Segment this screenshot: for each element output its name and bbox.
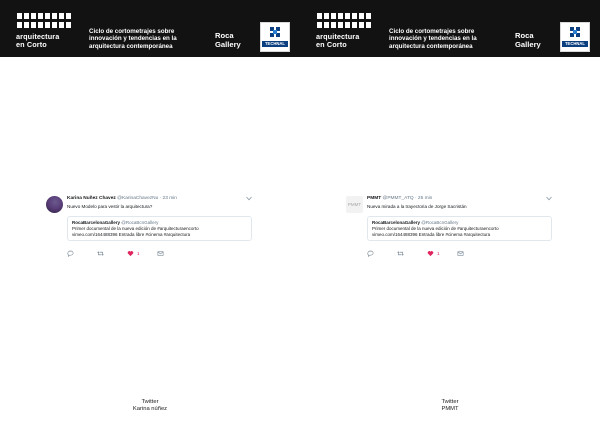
logo-block: [17, 13, 22, 19]
caption-right: [300, 399, 600, 413]
chevron-down-icon[interactable]: [246, 196, 252, 201]
logo-block: [317, 13, 322, 19]
author-handle[interactable]: @PMMT_ATQ: [382, 196, 414, 201]
logo-block: [59, 13, 64, 19]
gallery-name: [215, 32, 255, 50]
technal-logo: [560, 22, 590, 52]
quoted-author-name: RocaBarcelonaGallery: [72, 220, 121, 225]
cycle-description: [389, 28, 501, 50]
quoted-text-line-1: Primer documental de la nueva edición de #arquitecturaencorto: [372, 226, 499, 231]
retweet-icon[interactable]: [397, 250, 404, 257]
logo-block: [324, 13, 329, 19]
logo-block: [24, 13, 29, 19]
panel-right: [300, 0, 600, 424]
logo-line-2: en Corto: [316, 40, 347, 49]
tweet-header: [67, 196, 257, 202]
retweet-icon[interactable]: [97, 250, 104, 257]
logo-block: [331, 22, 336, 28]
author-name[interactable]: Karina Nuñez Chavez: [67, 196, 116, 201]
logo-block: [45, 22, 50, 28]
logo-block: [366, 22, 371, 28]
logo-block: [24, 22, 29, 28]
reply-icon[interactable]: [67, 250, 74, 257]
logo-block: [345, 13, 350, 19]
cycle-line-2: innovación y tendencias en la: [389, 35, 477, 43]
gallery-line-2: Gallery: [215, 39, 241, 49]
logo-block: [59, 22, 64, 28]
technal-logo-icon: [270, 27, 280, 37]
gallery-line-1: Roca: [515, 31, 534, 40]
logo-block: [38, 13, 43, 19]
logo-line-1: arquitectura: [16, 32, 60, 41]
tweet-card[interactable]: [344, 192, 556, 264]
quoted-text-line-1: Primer documental de la nueva edición de #arquitecturaencorto: [72, 226, 199, 231]
logo-block: [352, 13, 357, 19]
arquitectura-logo-icon: [317, 13, 370, 31]
header-banner: [0, 0, 300, 57]
logo-block: [359, 22, 364, 28]
logo-line-1: arquitectura: [316, 32, 360, 41]
logo-block: [366, 13, 371, 19]
logo-block: [324, 22, 329, 28]
logo-block: [17, 22, 22, 28]
logo-block: [31, 13, 36, 19]
cycle-line-1: Ciclo de cortometrajes sobre: [389, 28, 475, 35]
cycle-line-2: innovación y tendencias en la: [89, 35, 177, 43]
gallery-line-2: Gallery: [515, 39, 541, 49]
logo-title: [16, 33, 86, 49]
logo-block: [359, 13, 364, 19]
tweet-header: [367, 196, 557, 202]
tweet-card[interactable]: [44, 192, 256, 264]
cycle-line-1: Ciclo de cortometrajes sobre: [89, 28, 175, 35]
quoted-text-line-2: vimeo.com/164488396 Entrada libre #cinema #arquitectura: [72, 232, 191, 237]
logo-block: [31, 22, 36, 28]
cycle-line-3: arquitectura contemporánea: [389, 42, 473, 50]
avatar[interactable]: [46, 196, 63, 213]
logo-block: [66, 22, 71, 28]
like-count: 1: [137, 251, 140, 256]
reply-icon[interactable]: [367, 250, 374, 257]
cycle-description: [89, 28, 201, 50]
logo-block: [52, 22, 57, 28]
tweet-time[interactable]: · 23 min: [159, 196, 177, 201]
tweet-time[interactable]: · 25 min: [414, 196, 433, 201]
caption-left: [0, 399, 300, 413]
author-handle[interactable]: @KarinaChavezNu: [117, 196, 159, 201]
message-icon[interactable]: [457, 250, 464, 257]
tweet-actions: [67, 250, 187, 258]
logo-line-2: en Corto: [16, 40, 47, 49]
tweet-actions: [367, 250, 487, 258]
quoted-tweet[interactable]: [67, 216, 252, 241]
quoted-author-name: RocaBarcelonaGallery: [372, 220, 421, 225]
quoted-text-line-2: vimeo.com/164488396 Entrada libre #cinema #arquitectura: [372, 232, 491, 237]
logo-block: [338, 22, 343, 28]
logo-block: [317, 22, 322, 28]
technal-logo-icon: [570, 27, 580, 37]
arquitectura-logo-icon: [17, 13, 70, 31]
header-banner: [300, 0, 600, 57]
logo-title: [316, 33, 386, 49]
caption-line-2: PMMT: [441, 406, 459, 412]
caption-line-1: Twitter: [141, 399, 159, 405]
avatar[interactable]: PMMT: [346, 196, 363, 213]
logo-block: [338, 13, 343, 19]
cycle-line-3: arquitectura contemporánea: [89, 42, 173, 50]
caption-line-2: Karina núñez: [132, 406, 168, 412]
technal-label: TECHNAL: [562, 41, 588, 47]
logo-block: [66, 13, 71, 19]
quoted-tweet[interactable]: [367, 216, 552, 241]
tweet-text: Nuevo Modelo para vestir la arquitectura?: [67, 204, 153, 209]
logo-block: [345, 22, 350, 28]
chevron-down-icon[interactable]: [546, 196, 552, 201]
heart-icon[interactable]: [427, 250, 434, 257]
quoted-author-handle: @RocaBcnGallery: [121, 220, 159, 225]
quoted-author-handle: @RocaBcnGallery: [421, 220, 459, 225]
gallery-line-1: Roca: [215, 31, 234, 40]
logo-block: [45, 13, 50, 19]
logo-block: [52, 13, 57, 19]
gallery-name: [515, 32, 555, 50]
logo-block: [352, 22, 357, 28]
technal-label: TECHNAL: [262, 41, 288, 47]
author-name[interactable]: PMMT: [367, 196, 382, 201]
logo-block: [38, 22, 43, 28]
caption-line-1: Twitter: [441, 399, 459, 405]
tweet-text: Nueva mirada a la trayectoria de Jorge Sacristán: [367, 204, 467, 209]
message-icon[interactable]: [157, 250, 164, 257]
heart-icon[interactable]: [127, 250, 134, 257]
technal-logo: [260, 22, 290, 52]
logo-block: [331, 13, 336, 19]
like-count: 1: [437, 251, 440, 256]
